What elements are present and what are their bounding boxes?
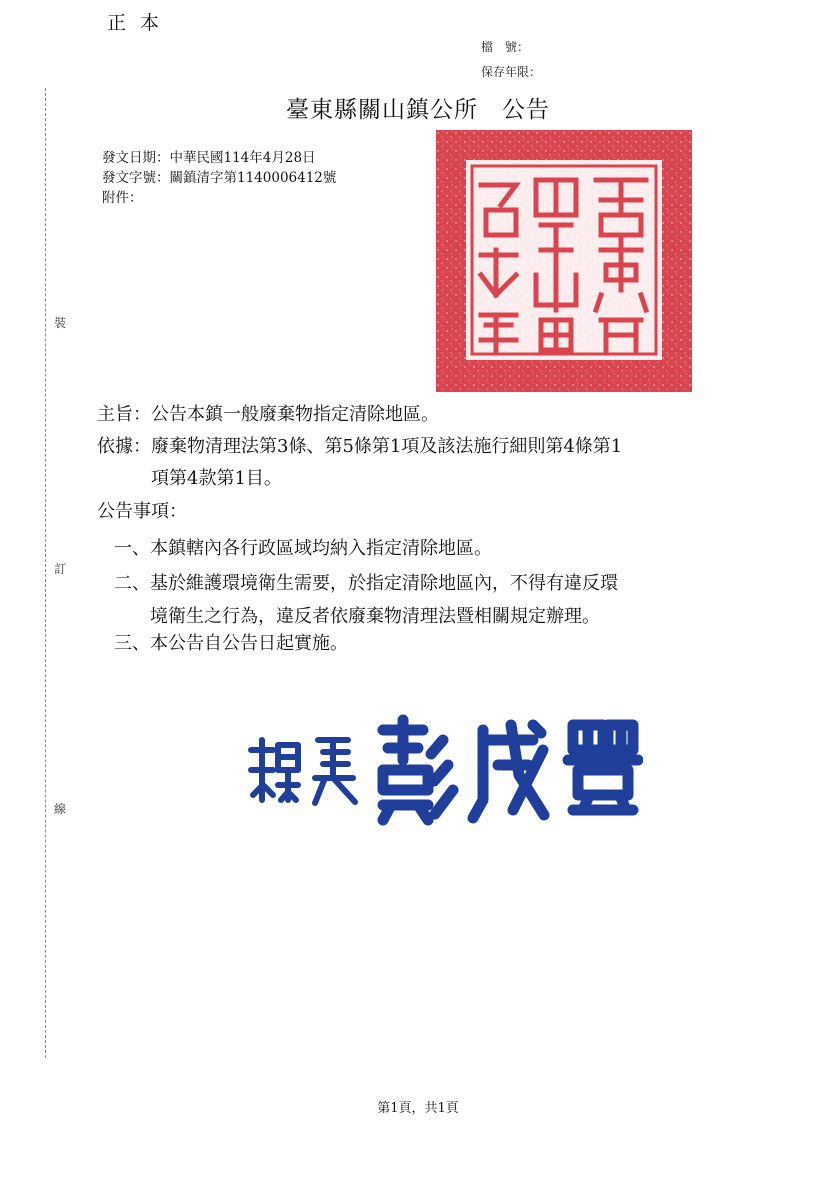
issue-date: 發文日期：中華民國114年4月28日 [102,150,316,166]
binding-mark-bind: 裝 [54,316,67,330]
binding-line [45,88,46,1058]
notice-item-2-line-2: 境衛生之行為，違反者依廢棄物清理法暨相關規定辦理。 [150,606,600,627]
archive-number-label: 檔 號： [481,40,530,54]
binding-mark-staple: 訂 [54,562,67,576]
notice-item-3: 三、本公告自公告日起實施。 [114,633,348,654]
original-copy-mark: 正本 [107,12,174,34]
attachment-label: 附件： [102,190,143,206]
binding-mark-line: 線 [54,802,67,816]
document-number: 發文字號：關鎮清字第1140006412號 [102,170,337,186]
page-indicator: 第1頁，共1頁 [377,1101,459,1116]
notice-heading: 公告事項： [97,501,187,522]
notice-item-1: 一、本鎮轄內各行政區域均納入指定清除地區。 [114,538,492,559]
seal-graphic [436,130,692,392]
retention-period-label: 保存年限： [481,65,542,79]
signature-graphic [243,710,643,830]
basis-line-2: 項第4款第1目。 [151,468,282,489]
official-seal-image [436,130,692,392]
notice-item-2-line-1: 二、基於維護環境衛生需要，於指定清除地區內，不得有違反環 [114,573,618,594]
subject-line: 主旨：公告本鎮一般廢棄物指定清除地區。 [97,404,439,425]
document-title: 臺東縣關山鎮公所 公告 [286,97,550,123]
mayor-signature-stamp [243,710,643,830]
basis-line-1: 依據：廢棄物清理法第3條、第5條第1項及該法施行細則第4條第1 [97,436,623,457]
